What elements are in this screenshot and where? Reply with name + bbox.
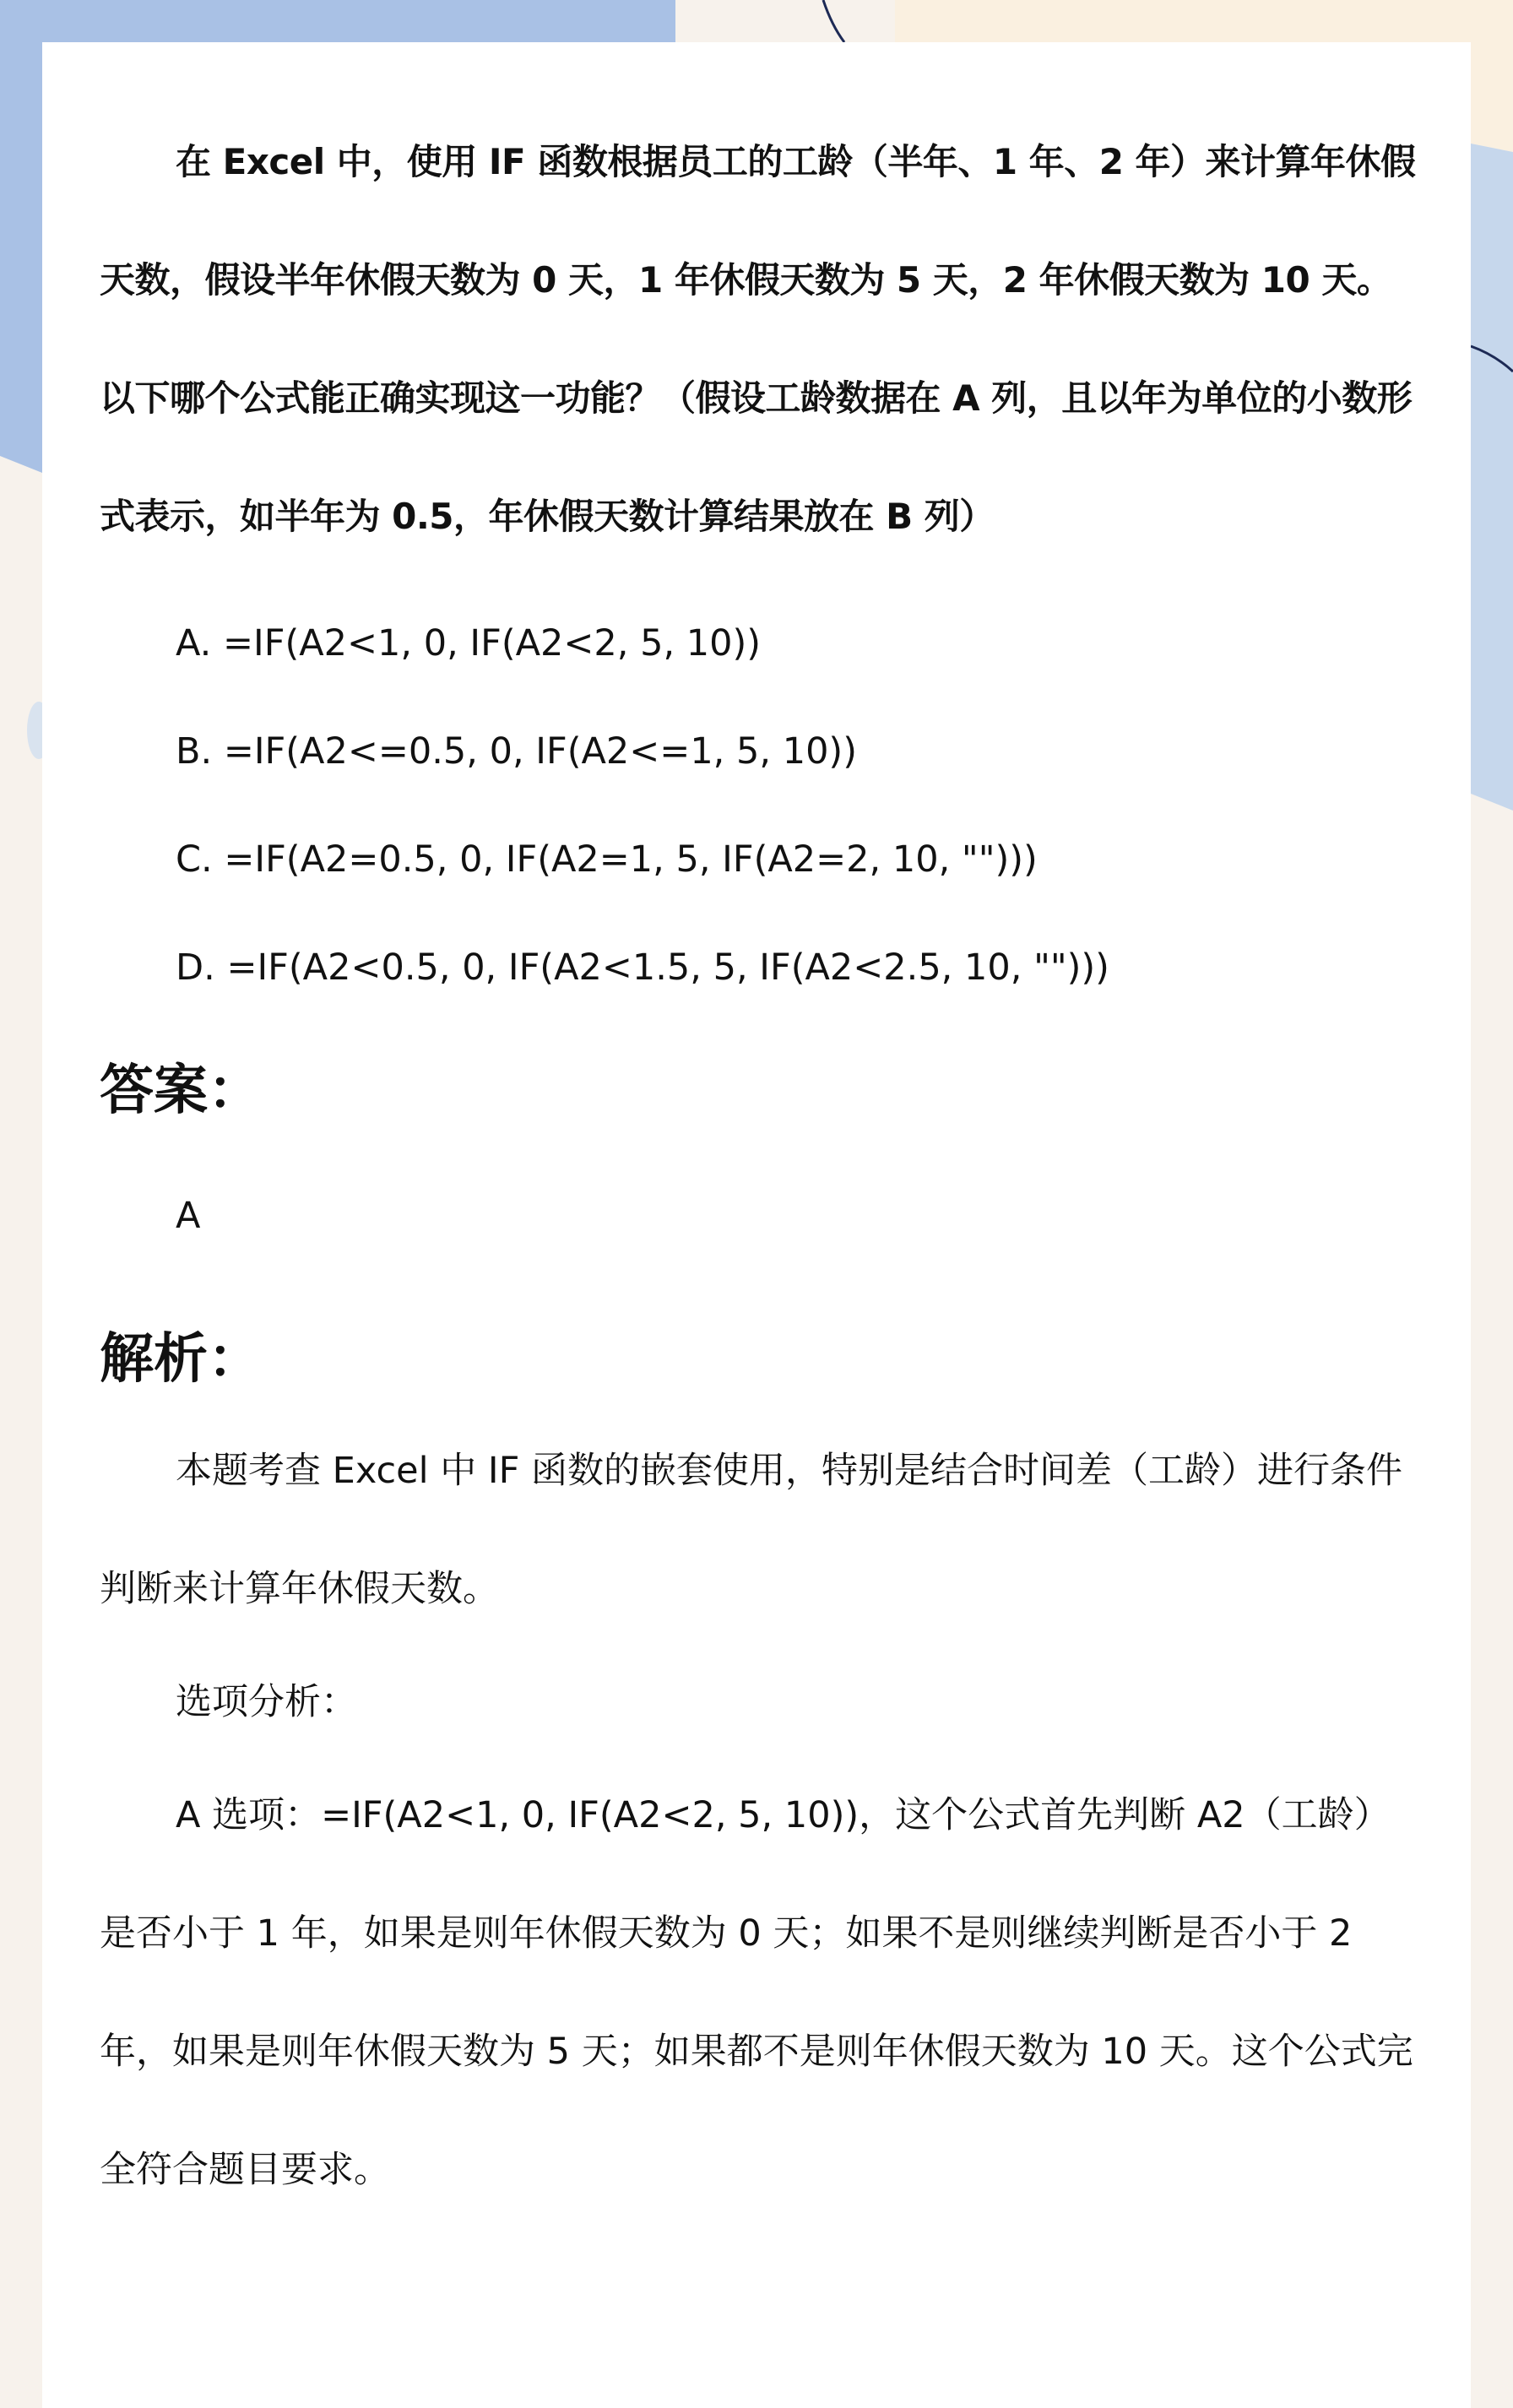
option-a: A. =IF(A2<1, 0, IF(A2<2, 5, 10)) xyxy=(176,622,762,664)
analysis-body xyxy=(100,1412,1417,2229)
option-b: B. =IF(A2<=0.5, 0, IF(A2<=1, 5, 10)) xyxy=(176,730,857,773)
option-d: D. =IF(A2<0.5, 0, IF(A2<1.5, 5, IF(A2<2.5, 10, ""))) xyxy=(176,946,1109,989)
analysis-paragraph: 本题考查 Excel 中 IF 函数的嵌套使用，特别是结合时间差（工龄）进行条件判断来计算年休假天数。 xyxy=(100,1450,1402,1610)
question-text: 在 Excel 中，使用 IF 函数根据员工的工龄（半年、1 年、2 年）来计算年休假天数，假设半年休假天数为 0 天，1 年休假天数为 5 天，2 年休假天数为 10 天。以下哪个公式能正确实现这一功能？（假设工龄数据在 A 列，且以年为单位的小数形式表示，如半年为 0.5，年休假天数计算结果放在 B 列） xyxy=(100,141,1416,537)
analysis-paragraph: 选项分析： xyxy=(176,1681,357,1723)
options-list xyxy=(100,589,1417,1022)
option-c: C. =IF(A2=0.5, 0, IF(A2=1, 5, IF(A2=2, 10, ""))) xyxy=(176,838,1038,881)
analysis-heading: 解析： xyxy=(100,1328,262,1391)
answer-heading: 答案： xyxy=(100,1060,262,1122)
answer-value: A xyxy=(176,1195,201,1237)
document-content xyxy=(100,135,1417,2229)
analysis-paragraph: A 选项：=IF(A2<1, 0, IF(A2<2, 5, 10))，这个公式首先判断 A2（工龄）是否小于 1 年，如果是则年休假天数为 0 天；如果不是则继续判断是否小于 2 年，如果是则年休假天数为 5 天；如果都不是则年休假天数为 10 天。这个公式完全符合题目要求。 xyxy=(100,1794,1413,2191)
